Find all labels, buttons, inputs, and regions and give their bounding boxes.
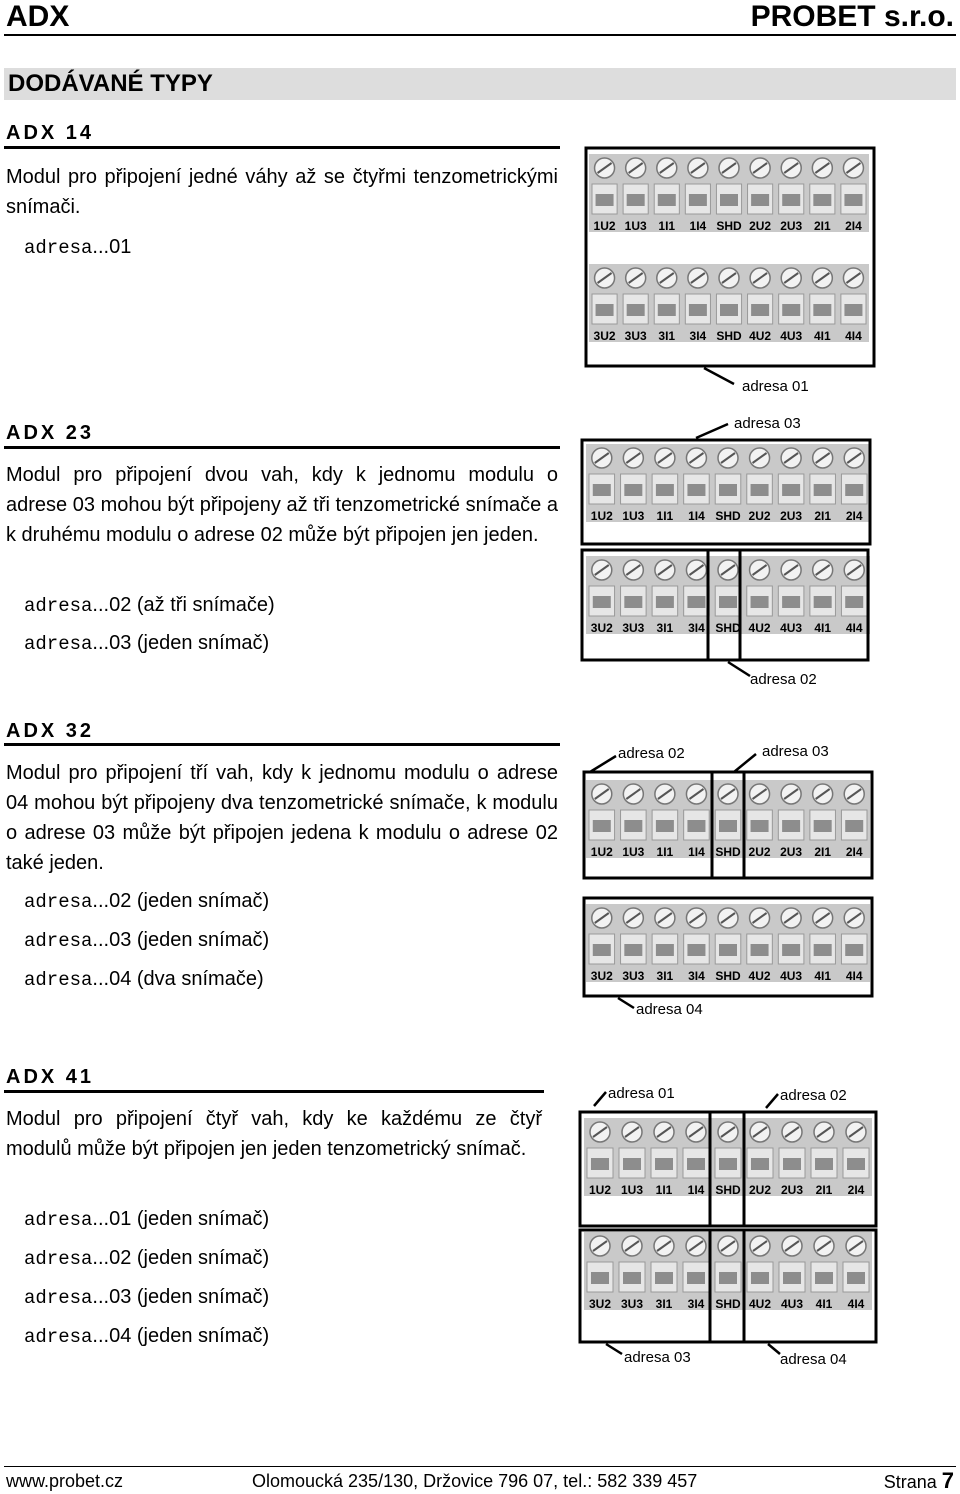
footer-rule <box>4 1466 956 1467</box>
terminal-strip <box>584 1118 872 1197</box>
terminal-label: 2U3 <box>780 845 803 859</box>
leader-line <box>766 1094 778 1108</box>
terminal-hole <box>656 484 674 496</box>
address-key: adresa <box>24 930 93 952</box>
address-label: adresa 02 <box>780 1087 847 1104</box>
terminal-hole <box>624 820 642 832</box>
footer-page <box>884 1468 954 1494</box>
product-title: ADX 41 <box>6 1066 95 1088</box>
terminal-hole <box>627 194 645 206</box>
terminal-hole <box>720 304 738 316</box>
terminal-hole <box>719 944 737 956</box>
terminal-label: SHD <box>715 845 741 859</box>
terminal-figure <box>578 410 878 692</box>
terminal-hole <box>815 1158 833 1170</box>
terminal-label: 1I1 <box>656 845 674 859</box>
terminal-label: 4U3 <box>780 1297 804 1311</box>
terminal-hole <box>687 944 705 956</box>
product-description: Modul pro připojení jedné váhy až se čtyřmi tenzometrickými snímači. <box>6 166 558 218</box>
terminal-label: 1I1 <box>658 219 676 233</box>
address-label: adresa 03 <box>624 1349 691 1366</box>
terminal-label: 1I4 <box>687 1183 705 1197</box>
terminal-hole <box>596 304 614 316</box>
terminal-label: 3I4 <box>688 621 705 635</box>
terminal-hole <box>655 1272 673 1284</box>
leader-line <box>734 754 756 772</box>
terminal-hole <box>845 484 863 496</box>
terminal-figure <box>572 1076 882 1372</box>
address-label: adresa 01 <box>608 1085 675 1102</box>
terminal-label: 3I4 <box>688 969 705 983</box>
leader-line <box>704 368 734 384</box>
address-label: adresa 02 <box>618 745 685 762</box>
terminal-hole <box>623 1158 641 1170</box>
leader-line <box>606 1344 622 1354</box>
terminal-label: 2U2 <box>748 1183 772 1197</box>
terminal-label: 2U2 <box>748 845 771 859</box>
terminal-label: 1I1 <box>656 509 674 523</box>
terminal-label: 3U2 <box>593 329 616 343</box>
terminal-hole <box>814 820 832 832</box>
terminal-hole <box>591 1272 609 1284</box>
terminal-hole <box>658 194 676 206</box>
terminal-label: 3I1 <box>658 329 676 343</box>
terminal-hole <box>689 304 707 316</box>
address-key: adresa <box>24 1326 93 1348</box>
terminal-strip <box>586 556 870 635</box>
terminal-hole <box>719 820 737 832</box>
terminal-strip <box>586 780 870 859</box>
footer-website: www.probet.cz <box>6 1471 124 1491</box>
terminal-hole <box>814 944 832 956</box>
terminal-hole <box>751 820 769 832</box>
product-title: ADX 32 <box>6 720 95 742</box>
terminal-label: 4U3 <box>780 329 803 343</box>
terminal-hole <box>719 1272 737 1284</box>
terminal-label: 2I4 <box>845 509 863 523</box>
leader-line <box>768 1344 780 1354</box>
terminal-hole <box>593 484 611 496</box>
terminal-label: 3U3 <box>622 621 645 635</box>
terminal-hole <box>782 596 800 608</box>
terminal-label: 1U3 <box>620 1183 644 1197</box>
terminal-label: 2I4 <box>847 1183 865 1197</box>
terminal-label: 3U3 <box>622 969 645 983</box>
terminal-label: 4U2 <box>749 329 772 343</box>
address-value: ...01 (jeden snímač) <box>92 1208 270 1230</box>
terminal-hole <box>656 944 674 956</box>
terminal-hole <box>782 820 800 832</box>
terminal-label: 4U2 <box>748 1297 772 1311</box>
address-key: adresa <box>24 891 93 913</box>
terminal-hole <box>687 1272 705 1284</box>
terminal-label: 1U2 <box>590 845 613 859</box>
terminal-hole <box>782 194 800 206</box>
terminal-hole <box>814 484 832 496</box>
terminal-hole <box>751 194 769 206</box>
terminal-label: 1I4 <box>688 509 705 523</box>
terminal-label: 2U2 <box>748 509 771 523</box>
terminal-label: SHD <box>715 969 741 983</box>
leader-line <box>594 1092 606 1106</box>
terminal-hole <box>720 194 738 206</box>
terminal-hole <box>687 484 705 496</box>
terminal-hole <box>845 820 863 832</box>
address-line <box>24 890 269 913</box>
address-label: adresa 03 <box>762 743 829 760</box>
terminal-hole <box>687 1158 705 1170</box>
terminal-figure <box>584 146 876 392</box>
address-line <box>24 968 264 991</box>
address-value: ...02 (jeden snímač) <box>92 890 270 912</box>
product-description: Modul pro připojení tří vah, kdy k jednomu modulu o adrese 04 mohou být připojeny dva tenzometrické snímače, k modulu o adrese 03 může být připojen jedena k modulu o adrese 02 také jeden. <box>6 762 558 874</box>
terminal-strip <box>586 904 870 983</box>
terminal-hole <box>687 820 705 832</box>
terminal-label: 2U3 <box>780 509 803 523</box>
terminal-hole <box>655 1158 673 1170</box>
terminal-label: 4I1 <box>814 969 832 983</box>
terminal-hole <box>719 596 737 608</box>
terminal-hole <box>847 1158 865 1170</box>
terminal-label: 4I1 <box>815 1297 833 1311</box>
terminal-hole <box>815 1272 833 1284</box>
address-key: adresa <box>24 633 93 655</box>
product-description: Modul pro připojení dvou vah, kdy k jednomu modulu o adrese 03 mohou být připojeny až tři tenzometrické snímače a k druhému modulu o adrese 02 může být připojen jen jeden. <box>6 464 558 546</box>
terminal-hole <box>624 596 642 608</box>
terminal-label: 3U2 <box>590 621 613 635</box>
terminal-label: 4I4 <box>845 329 862 343</box>
terminal-label: 4I1 <box>813 329 831 343</box>
address-label: adresa 04 <box>636 1001 703 1018</box>
terminal-hole <box>751 596 769 608</box>
terminal-hole <box>845 944 863 956</box>
title-rule <box>4 1090 544 1093</box>
address-value: ...03 (jeden snímač) <box>92 1286 270 1308</box>
address-label: adresa 02 <box>750 671 817 688</box>
terminal-label: 3I1 <box>656 969 674 983</box>
terminal-hole <box>624 484 642 496</box>
terminal-label: 3U3 <box>624 329 647 343</box>
address-line <box>24 1208 269 1231</box>
page-number: 7 <box>941 1468 954 1493</box>
terminal-label: 1U3 <box>622 845 645 859</box>
terminal-label: 4I1 <box>814 621 832 635</box>
address-label: adresa 04 <box>780 1351 847 1368</box>
terminal-hole <box>596 194 614 206</box>
terminal-hole <box>751 1158 769 1170</box>
terminal-label: 2U3 <box>780 219 803 233</box>
terminal-label: 2I4 <box>845 845 863 859</box>
terminal-hole <box>813 194 831 206</box>
terminal-label: 4U2 <box>748 621 771 635</box>
address-label: adresa 01 <box>742 378 809 392</box>
terminal-label: 2U2 <box>749 219 772 233</box>
terminal-label: 1U2 <box>588 1183 612 1197</box>
terminal-label: 4U3 <box>780 621 803 635</box>
terminal-hole <box>658 304 676 316</box>
terminal-hole <box>751 304 769 316</box>
terminal-hole <box>593 820 611 832</box>
address-label: adresa 03 <box>734 415 801 432</box>
address-key: adresa <box>24 969 93 991</box>
terminal-hole <box>783 1158 801 1170</box>
leader-line <box>728 662 750 676</box>
terminal-label: SHD <box>715 1297 741 1311</box>
terminal-hole <box>847 1272 865 1284</box>
terminal-hole <box>719 484 737 496</box>
product-title: ADX 14 <box>6 122 95 144</box>
terminal-label: 4I4 <box>845 969 863 983</box>
terminal-hole <box>813 304 831 316</box>
address-line <box>24 594 275 617</box>
terminal-strip <box>584 1232 872 1311</box>
terminal-hole <box>689 194 707 206</box>
address-value: ...04 (jeden snímač) <box>92 1325 270 1347</box>
terminal-hole <box>782 944 800 956</box>
address-line <box>24 1286 269 1309</box>
section-title: DODÁVANÉ TYPY <box>8 70 213 97</box>
address-value: ...01 <box>92 236 132 258</box>
terminal-label: 2I1 <box>813 219 831 233</box>
terminal-label: 4I4 <box>847 1297 865 1311</box>
address-line <box>24 1247 269 1270</box>
header-right: PROBET s.r.o. <box>750 0 954 33</box>
header-left: ADX <box>6 0 70 33</box>
leader-line <box>696 424 728 438</box>
address-value: ...02 (až tři snímače) <box>92 594 275 616</box>
address-line <box>24 1325 269 1348</box>
terminal-label: SHD <box>716 219 742 233</box>
address-value: ...03 (jeden snímač) <box>92 929 270 951</box>
terminal-hole <box>627 304 645 316</box>
product-description: Modul pro připojení čtyř vah, kdy ke každému ze čtyř modulů může být připojen jen jeden tenzometrický snímač. <box>6 1108 542 1160</box>
terminal-hole <box>687 596 705 608</box>
terminal-label: SHD <box>715 1183 741 1197</box>
page-label: Strana <box>883 1472 937 1492</box>
terminal-label: 3I4 <box>687 1297 705 1311</box>
terminal-hole <box>782 484 800 496</box>
terminal-hole <box>751 1272 769 1284</box>
header-rule <box>4 34 956 36</box>
terminal-label: SHD <box>716 329 742 343</box>
terminal-label: 3I1 <box>656 621 674 635</box>
terminal-label: SHD <box>715 509 741 523</box>
terminal-label: 3I4 <box>689 329 707 343</box>
terminal-label: 1U2 <box>590 509 613 523</box>
address-key: adresa <box>24 237 93 259</box>
address-line <box>24 929 269 952</box>
terminal-label: 3U2 <box>590 969 613 983</box>
address-key: adresa <box>24 1209 93 1231</box>
footer-address: Olomoucká 235/130, Držovice 796 07, tel.: 582 339 457 <box>252 1471 698 1491</box>
terminal-strip <box>589 264 869 343</box>
address-key: adresa <box>24 1287 93 1309</box>
address-key: adresa <box>24 595 93 617</box>
leader-line <box>618 998 634 1008</box>
address-line <box>24 236 131 259</box>
address-line <box>24 632 269 655</box>
leader-line <box>590 756 616 772</box>
address-value: ...04 (dva snímače) <box>92 968 264 990</box>
terminal-hole <box>623 1272 641 1284</box>
terminal-hole <box>783 1272 801 1284</box>
terminal-hole <box>593 596 611 608</box>
terminal-label: 1I1 <box>655 1183 673 1197</box>
terminal-hole <box>719 1158 737 1170</box>
terminal-strip <box>586 444 870 523</box>
terminal-hole <box>593 944 611 956</box>
address-key: adresa <box>24 1248 93 1270</box>
terminal-hole <box>751 484 769 496</box>
address-value: ...02 (jeden snímač) <box>92 1247 270 1269</box>
terminal-label: 2I4 <box>845 219 862 233</box>
terminal-hole <box>656 596 674 608</box>
terminal-strip <box>589 154 869 233</box>
terminal-hole <box>782 304 800 316</box>
title-rule <box>4 446 560 449</box>
title-rule <box>4 743 560 746</box>
terminal-hole <box>844 304 862 316</box>
terminal-hole <box>591 1158 609 1170</box>
terminal-label: 2U3 <box>780 1183 804 1197</box>
terminal-label: 4I4 <box>845 621 863 635</box>
terminal-hole <box>814 596 832 608</box>
terminal-label: 4U3 <box>780 969 803 983</box>
terminal-label: 3U2 <box>588 1297 612 1311</box>
terminal-label: 1U3 <box>622 509 645 523</box>
terminal-label: 2I1 <box>814 509 832 523</box>
product-title: ADX 23 <box>6 422 95 444</box>
terminal-label: 1I4 <box>688 845 705 859</box>
terminal-hole <box>751 944 769 956</box>
terminal-label: 3U3 <box>620 1297 644 1311</box>
terminal-label: 1U3 <box>624 219 647 233</box>
address-value: ...03 (jeden snímač) <box>92 632 270 654</box>
terminal-figure <box>578 738 878 1022</box>
terminal-label: 1I4 <box>689 219 707 233</box>
title-rule <box>4 146 560 149</box>
terminal-hole <box>845 596 863 608</box>
terminal-label: 2I1 <box>814 845 832 859</box>
terminal-label: 3I1 <box>655 1297 673 1311</box>
terminal-hole <box>844 194 862 206</box>
terminal-label: 1U2 <box>593 219 616 233</box>
terminal-label: 4U2 <box>748 969 771 983</box>
terminal-hole <box>656 820 674 832</box>
terminal-hole <box>624 944 642 956</box>
terminal-label: SHD <box>715 621 741 635</box>
terminal-label: 2I1 <box>815 1183 833 1197</box>
